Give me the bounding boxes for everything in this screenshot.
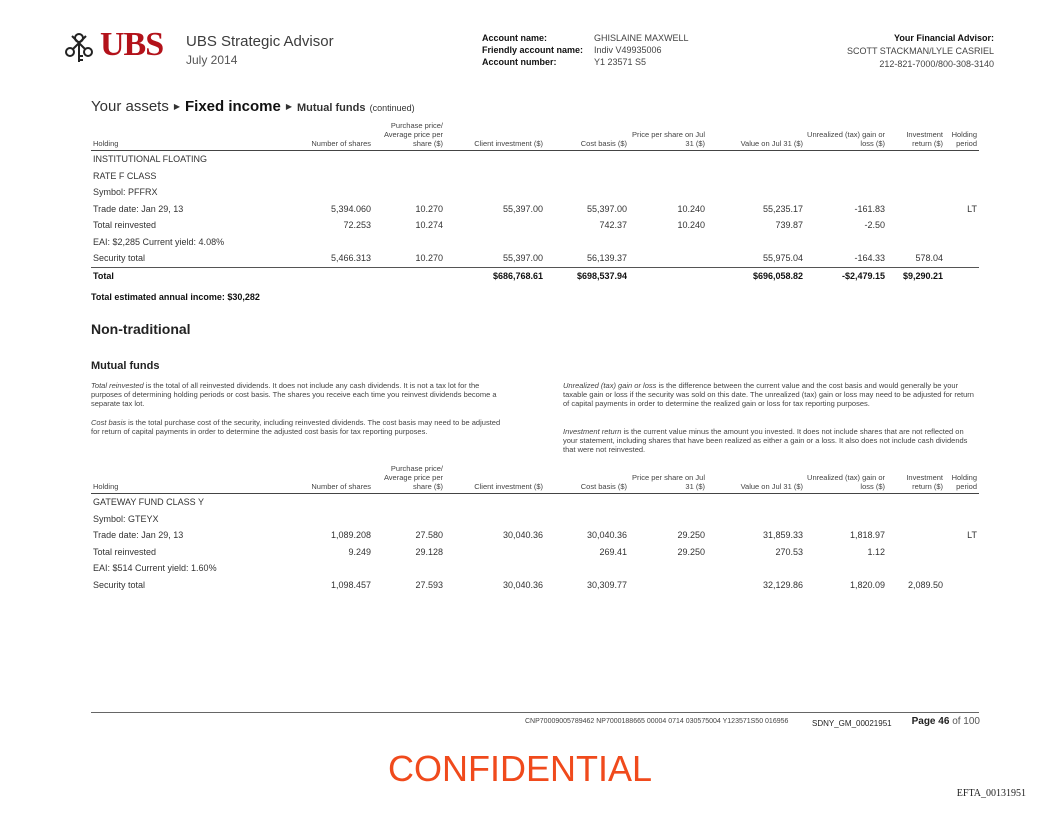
table-cell: Total reinvested xyxy=(93,546,157,557)
table-cell xyxy=(629,511,707,528)
table-cell: 31,859.33 xyxy=(762,530,803,541)
table-cell: Total xyxy=(93,270,114,281)
table-cell xyxy=(887,544,945,561)
table-cell: -164.33 xyxy=(805,250,887,267)
account-name-value: GHISLAINE MAXWELL xyxy=(594,33,689,43)
table-cell: 32,129.86 xyxy=(762,579,803,590)
table-cell xyxy=(545,234,629,251)
term: Unrealized (tax) gain or loss xyxy=(563,381,657,390)
table-cell: $696,058.82 xyxy=(752,270,803,281)
page-label: Page 46 xyxy=(911,716,950,727)
footer-divider xyxy=(91,712,979,713)
table-cell xyxy=(445,494,545,511)
table-row xyxy=(91,511,979,528)
table-cell: 1,820.09 xyxy=(849,579,885,590)
definition-text: is the total purchase cost of the security, including reinvested dividends. The cost basis may need to be adjusted for return of capital payments in order to determine the adjusted cost basis for tax reporting purposes. xyxy=(91,418,501,436)
table-cell xyxy=(707,184,805,201)
breadcrumb xyxy=(91,98,415,115)
table-cell xyxy=(945,168,979,185)
column-header: Number of shares xyxy=(261,121,373,151)
table-cell: 1.12 xyxy=(867,546,885,557)
table-cell xyxy=(629,250,707,267)
table-cell: Total reinvested xyxy=(93,220,157,231)
account-number-value: Y1 23571 S5 xyxy=(594,57,647,67)
confidential-stamp: CONFIDENTIAL xyxy=(388,748,653,789)
table-cell: 1,098.457 xyxy=(330,579,371,590)
table-cell: 578.04 xyxy=(887,250,945,267)
table-cell xyxy=(261,494,373,511)
table-cell: 739.87 xyxy=(775,220,803,231)
table-cell xyxy=(945,217,979,234)
column-header: Investment return ($) xyxy=(887,121,945,151)
subsection-title: Mutual funds xyxy=(91,360,160,372)
financial-advisor xyxy=(847,32,994,71)
table-cell xyxy=(545,151,629,168)
column-header: Value on Jul 31 ($) xyxy=(707,464,805,494)
friendly-name-label: Friendly account name: xyxy=(482,45,584,55)
column-header: Cost basis ($) xyxy=(545,121,629,151)
table-cell xyxy=(445,234,545,251)
table-cell: 2,089.50 xyxy=(907,579,943,590)
table-cell xyxy=(945,560,979,577)
table-cell: 10.240 xyxy=(677,203,705,214)
table-cell: 56,139.37 xyxy=(545,250,629,267)
table-cell xyxy=(805,560,887,577)
column-header: Purchase price/ Average price per share ($) xyxy=(373,464,445,494)
table-cell xyxy=(373,168,445,185)
column-header: Client investment ($) xyxy=(445,464,545,494)
table-cell xyxy=(261,511,373,528)
table-cell: 269.41 xyxy=(599,546,627,557)
table-cell: Trade date: Jan 29, 13 xyxy=(93,203,184,214)
table-row xyxy=(91,234,979,251)
table-cell xyxy=(629,184,707,201)
page-number xyxy=(912,716,980,727)
table-cell: 29.128 xyxy=(415,546,443,557)
table-cell xyxy=(629,267,707,284)
account-name-label: Account name: xyxy=(482,33,548,43)
table-cell xyxy=(545,168,629,185)
table-cell: INSTITUTIONAL FLOATING xyxy=(93,154,208,165)
table-cell xyxy=(545,560,629,577)
table-cell: 1,089.208 xyxy=(330,530,371,541)
table-cell xyxy=(945,234,979,251)
table-cell: LT xyxy=(967,203,977,214)
table-cell: 270.53 xyxy=(775,546,803,557)
table-cell xyxy=(945,184,979,201)
table-cell xyxy=(373,494,445,511)
table-cell xyxy=(887,560,945,577)
table-cell xyxy=(629,577,707,594)
table-cell xyxy=(261,234,373,251)
table-cell xyxy=(373,151,445,168)
table-cell: 9.249 xyxy=(348,546,371,557)
table-cell xyxy=(707,151,805,168)
table-cell xyxy=(887,494,945,511)
table-cell xyxy=(887,527,945,544)
efta-number: EFTA_00131951 xyxy=(956,788,1026,799)
definition-investment-return xyxy=(563,427,975,454)
ubs-keys-logo-icon xyxy=(62,30,96,64)
column-header: Price per share on Jul 31 ($) xyxy=(629,464,707,494)
definition-cost-basis xyxy=(91,418,503,436)
brand-logo: UBS xyxy=(100,26,164,63)
table-cell: 10.274 xyxy=(415,220,443,231)
term: Investment return xyxy=(563,427,622,436)
table-row xyxy=(91,151,979,168)
table-cell xyxy=(887,151,945,168)
table-cell xyxy=(445,217,545,234)
table-cell xyxy=(373,511,445,528)
table-row xyxy=(91,184,979,201)
table-cell xyxy=(945,544,979,561)
column-header: Price per share on Jul 31 ($) xyxy=(629,121,707,151)
table-cell: $9,290.21 xyxy=(902,270,943,281)
table-cell xyxy=(805,151,887,168)
non-traditional-holdings-table xyxy=(91,464,979,593)
column-header: Investment return ($) xyxy=(887,464,945,494)
definition-text: is the current value minus the amount you invested. It does not include shares that are not reflected on your statement, including shares that have been realized as either a gain or a loss. It also does not include cash dividends that were not reinvested. xyxy=(563,427,968,454)
table-cell xyxy=(887,511,945,528)
column-header: Number of shares xyxy=(261,464,373,494)
term: Cost basis xyxy=(91,418,127,427)
table-cell: $686,768.61 xyxy=(492,270,543,281)
table-cell: Symbol: GTEYX xyxy=(93,513,159,524)
triangle-right-icon: ▶ xyxy=(173,102,180,111)
breadcrumb-assets: Your assets xyxy=(91,98,169,115)
table-cell: EAI: $514 Current yield: 1.60% xyxy=(93,563,217,574)
breadcrumb-continued: (continued) xyxy=(369,103,415,113)
table-cell xyxy=(445,511,545,528)
definition-text: is the total of all reinvested dividends. It does not include any cash dividends. It is not a tax lot for the purposes of determining holding periods or cost basis. The shares you receive each time you reinvest dividends become a separate tax lot. xyxy=(91,381,497,408)
table-cell xyxy=(945,267,979,284)
table-cell xyxy=(373,267,445,284)
table-row xyxy=(91,168,979,185)
table-cell xyxy=(707,511,805,528)
table-cell: 55,975.04 xyxy=(707,250,805,267)
table-cell xyxy=(445,184,545,201)
fixed-income-holdings-table xyxy=(91,121,979,284)
table-cell: 742.37 xyxy=(599,220,627,231)
account-info xyxy=(482,32,689,68)
friendly-name-value: Indiv V49935006 xyxy=(594,45,662,55)
column-header: Client investment ($) xyxy=(445,121,545,151)
table-cell xyxy=(629,494,707,511)
table-cell xyxy=(945,494,979,511)
table-cell xyxy=(805,494,887,511)
table-row xyxy=(91,544,979,561)
table-cell: 27.580 xyxy=(415,530,443,541)
table-cell: 55,397.00 xyxy=(586,203,627,214)
table-cell xyxy=(805,234,887,251)
table-cell xyxy=(887,184,945,201)
column-header: Cost basis ($) xyxy=(545,464,629,494)
column-header: Holding xyxy=(91,464,261,494)
table-row xyxy=(91,494,979,511)
table-cell: -$2,479.15 xyxy=(841,270,885,281)
table-row xyxy=(91,527,979,544)
table-cell: -161.83 xyxy=(854,203,885,214)
table-cell xyxy=(545,494,629,511)
definition-text: is the difference between the current value and the cost basis and would generally be your taxable gain or loss if the security was sold on this date. The unrealized (tax) gain or loss may need to be adjusted for return of capital payments in order to determine the realized gain or loss for tax reporting purposes. xyxy=(563,381,974,408)
table-cell xyxy=(261,560,373,577)
table-cell: 55,235.17 xyxy=(762,203,803,214)
table-cell: EAI: $2,285 Current yield: 4.08% xyxy=(93,236,225,247)
table-cell xyxy=(629,234,707,251)
table-cell xyxy=(545,511,629,528)
table-cell xyxy=(805,184,887,201)
table-row xyxy=(91,577,979,594)
table-cell: 10.270 xyxy=(415,203,443,214)
table-row xyxy=(91,560,979,577)
column-header: Holding xyxy=(91,121,261,151)
table-row xyxy=(91,267,979,284)
table-cell: Trade date: Jan 29, 13 xyxy=(93,530,184,541)
column-header: Unrealized (tax) gain or loss ($) xyxy=(805,121,887,151)
table-cell xyxy=(945,511,979,528)
column-header: Unrealized (tax) gain or loss ($) xyxy=(805,464,887,494)
table-cell: 72.253 xyxy=(343,220,371,231)
table-cell xyxy=(707,168,805,185)
table-cell: RATE F CLASS xyxy=(93,170,157,181)
table-cell xyxy=(373,560,445,577)
table-cell: 30,040.36 xyxy=(502,579,543,590)
bates-number: SDNY_GM_00021951 xyxy=(812,719,892,728)
breadcrumb-mutual-funds: Mutual funds xyxy=(297,102,366,114)
table-cell xyxy=(887,201,945,218)
table-cell xyxy=(707,560,805,577)
table-cell: GATEWAY FUND CLASS Y xyxy=(93,497,205,508)
definition-unrealized-gain-loss xyxy=(563,381,975,408)
product-name: UBS Strategic Advisor xyxy=(186,33,334,50)
table-cell xyxy=(945,577,979,594)
table-cell xyxy=(261,168,373,185)
table-cell xyxy=(887,234,945,251)
table-cell: 10.270 xyxy=(373,250,445,267)
table-cell: 29.250 xyxy=(677,530,705,541)
table-cell: Security total xyxy=(93,579,146,590)
statement-date: July 2014 xyxy=(186,53,238,67)
table-cell xyxy=(629,560,707,577)
advisor-phone: 212-821-7000/800-308-3140 xyxy=(879,59,994,69)
table-cell xyxy=(373,234,445,251)
breadcrumb-fixed-income: Fixed income xyxy=(184,98,281,115)
table-cell xyxy=(887,217,945,234)
table-row xyxy=(91,201,979,218)
definition-total-reinvested xyxy=(91,381,503,408)
column-header: Holding period xyxy=(945,121,979,151)
table-cell: LT xyxy=(967,530,977,541)
total-estimated-annual-income: Total estimated annual income: $30,282 xyxy=(91,292,260,302)
table-cell: 5,394.060 xyxy=(330,203,371,214)
table-cell: Security total xyxy=(91,250,261,267)
table-cell xyxy=(261,151,373,168)
table-cell: 1,818.97 xyxy=(849,530,885,541)
section-title: Non-traditional xyxy=(91,321,191,337)
table-cell xyxy=(445,544,545,561)
column-header: Holding period xyxy=(945,464,979,494)
table-cell xyxy=(445,151,545,168)
term: Total reinvested xyxy=(91,381,144,390)
triangle-right-icon: ▶ xyxy=(285,102,292,111)
table-cell xyxy=(707,234,805,251)
table-cell xyxy=(261,267,373,284)
account-number-label: Account number: xyxy=(482,57,557,67)
table-cell xyxy=(945,151,979,168)
table-cell: 29.250 xyxy=(677,546,705,557)
table-cell xyxy=(805,168,887,185)
table-cell: 27.593 xyxy=(415,579,443,590)
table-cell: Symbol: PFFRX xyxy=(93,187,158,198)
footer-document-code: CNP70009005789462 NP7000188665 00004 0714 030575004 Y123571S50 016956 xyxy=(525,718,789,725)
table-cell: 30,040.36 xyxy=(502,530,543,541)
table-cell xyxy=(445,168,545,185)
table-cell xyxy=(545,184,629,201)
table-cell: 30,309.77 xyxy=(586,579,627,590)
table-cell: -2.50 xyxy=(864,220,885,231)
advisor-name: SCOTT STACKMAN/LYLE CASRIEL xyxy=(846,46,994,56)
table-cell xyxy=(629,168,707,185)
advisor-heading: Your Financial Advisor: xyxy=(893,33,994,43)
table-cell xyxy=(887,168,945,185)
table-cell xyxy=(373,184,445,201)
table-cell xyxy=(261,184,373,201)
column-header: Value on Jul 31 ($) xyxy=(707,121,805,151)
table-cell xyxy=(707,494,805,511)
page-total: of 100 xyxy=(952,716,980,727)
table-cell: 55,397.00 xyxy=(502,203,543,214)
table-cell xyxy=(629,151,707,168)
table-cell: $698,537.94 xyxy=(576,270,627,281)
table-cell: 30,040.36 xyxy=(586,530,627,541)
column-header: Purchase price/ Average price per share ($) xyxy=(373,121,445,151)
table-cell: 10.240 xyxy=(677,220,705,231)
table-cell: 5,466.313 xyxy=(261,250,373,267)
table-cell xyxy=(805,511,887,528)
table-row xyxy=(91,217,979,234)
table-cell xyxy=(945,250,979,267)
table-cell xyxy=(445,560,545,577)
table-cell: 55,397.00 xyxy=(445,250,545,267)
table-row xyxy=(91,250,979,267)
